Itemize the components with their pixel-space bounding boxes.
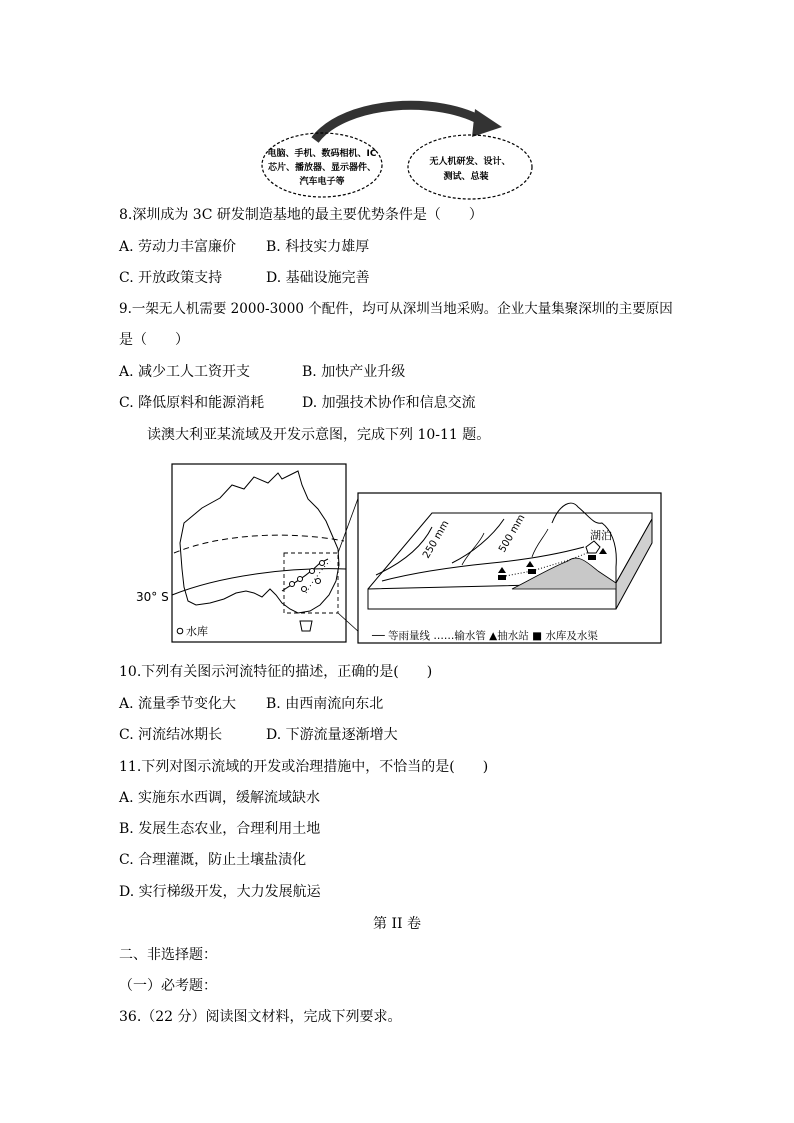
q8-option-b[interactable]: B. 科技实力雄厚 [266, 239, 370, 255]
reservoir-marker [310, 569, 315, 574]
reservoir-canal-icon [528, 569, 536, 574]
q11-option-b[interactable]: B. 发展生态农业，合理利用土地 [119, 821, 321, 837]
q11-option-d[interactable]: D. 实行梯级开发，大力发展航运 [119, 884, 321, 900]
latitude-label: 30° S [136, 590, 169, 604]
reservoir-marker [316, 579, 321, 584]
reservoir-marker [302, 587, 307, 592]
tasmania [300, 621, 312, 631]
reservoir-marker [320, 561, 325, 566]
reservoir-canal-icon [588, 555, 596, 560]
australia-basin-figure [132, 463, 664, 645]
q8-stem: 8.深圳成为 3C 研发制造基地的最主要优势条件是（ ） [119, 207, 483, 223]
q9-option-d[interactable]: D. 加强技术协作和信息交流 [302, 395, 476, 411]
figure-legend: ── 等雨量线 ……输水管 ▲抽水站 ■ 水库及水渠 [372, 630, 598, 642]
q10-option-a[interactable]: A. 流量季节变化大 [119, 696, 237, 712]
reservoir-marker [298, 577, 303, 582]
left-ellipse-line2: 芯片、播放器、显示器件、 [267, 163, 377, 173]
q11-stem: 11.下列对图示流域的开发或治理措施中，不恰当的是( ) [119, 759, 489, 775]
flow-arrow-head [472, 109, 502, 137]
q8-option-d[interactable]: D. 基础设施完善 [266, 270, 370, 286]
legend-reservoir-icon [177, 628, 183, 634]
q36-stem: 36.（22 分）阅读图文材料，完成下列要求。 [119, 1009, 402, 1025]
q9-option-c[interactable]: C. 降低原料和能源消耗 [119, 395, 265, 411]
q10-option-d[interactable]: D. 下游流量逐渐增大 [266, 727, 398, 743]
q9-stem-line1: 9.一架无人机需要 2000-3000 个配件，均可从深圳当地采购。企业大量集聚深圳的主要原因 [119, 301, 673, 317]
q11-option-a[interactable]: A. 实施东水西调，缓解流域缺水 [119, 790, 321, 806]
right-ellipse-line2: 测试、总装 [443, 172, 489, 182]
q9-option-b[interactable]: B. 加快产业升级 [302, 364, 406, 380]
industry-flow-diagram [260, 95, 540, 205]
right-ellipse [408, 135, 532, 199]
legend-reservoir-label: 水库 [186, 625, 208, 638]
right-ellipse-line1: 无人机研发、设计、 [429, 157, 511, 167]
section-2-heading: 二、非选择题： [119, 947, 217, 963]
left-ellipse-line1: 电脑、手机、数码相机、IC [267, 149, 377, 159]
q10-option-c[interactable]: C. 河流结冰期长 [119, 727, 223, 743]
q9-option-a[interactable]: A. 减少工人工资开支 [119, 364, 251, 380]
q10-stem: 10.下列有关图示河流特征的描述，正确的是( ) [119, 664, 433, 680]
isohyet-250-label: 250 mm [421, 518, 452, 561]
left-ellipse-line3: 汽车电子等 [299, 177, 345, 187]
q10-option-b[interactable]: B. 由西南流向东北 [266, 696, 384, 712]
section-title: 第 II 卷 [373, 916, 421, 932]
isohyet-500-label: 500 mm [497, 512, 528, 555]
subsection-1-heading: （一）必考题： [119, 978, 217, 994]
reservoir-marker [290, 582, 295, 587]
q9-stem-line2: 是（ ） [119, 332, 189, 348]
reservoir-canal-icon [498, 575, 506, 580]
intro-10-11: 读澳大利亚某流域及开发示意图，完成下列 10-11 题。 [147, 427, 491, 443]
lake-label: 湖泊 [590, 529, 612, 542]
q8-option-c[interactable]: C. 开放政策支持 [119, 270, 223, 286]
q11-option-c[interactable]: C. 合理灌溉，防止土壤盐渍化 [119, 852, 307, 868]
q8-option-a[interactable]: A. 劳动力丰富廉价 [119, 239, 237, 255]
